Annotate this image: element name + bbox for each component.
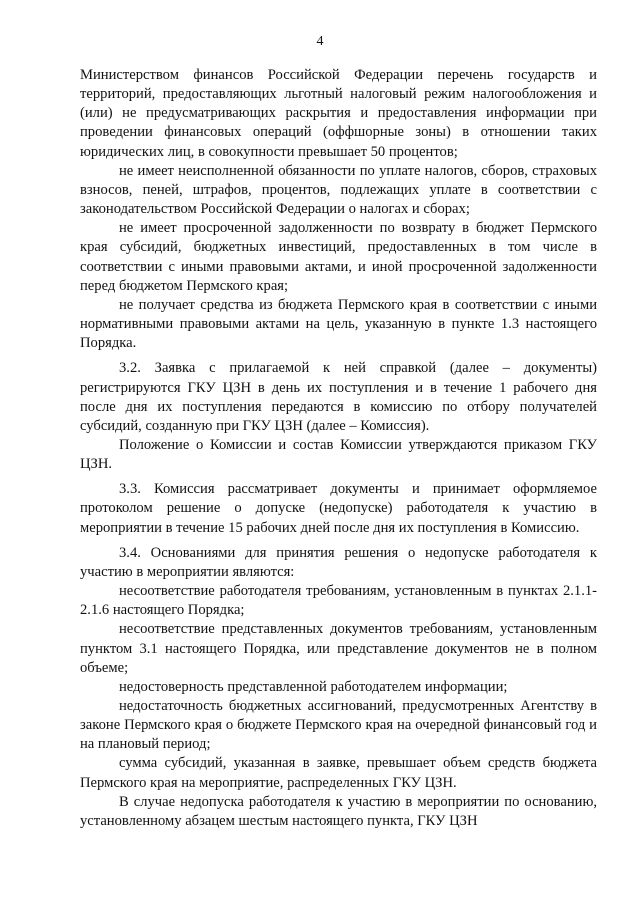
- paragraph: не имеет неисполненной обязанности по уплате налогов, сборов, страховых взносов, пеней, штрафов, процентов, подлежащих уплате в соответствии с законодательством Российской Федерации о налогах и сборах;: [80, 162, 597, 218]
- paragraph: недостаточность бюджетных ассигнований, предусмотренных Агентству в законе Пермского края о бюджете Пермского края на очередной финансовый год и на плановый период;: [80, 698, 597, 753]
- paragraph: В случае недопуска работодателя к участию в мероприятии по основанию, установленному абзацем шестым настоящего пункта, ГКУ ЦЗН: [80, 793, 597, 829]
- paragraph: недостоверность представленной работодателем информации;: [119, 678, 508, 695]
- paragraph: 3.2. Заявка с прилагаемой к ней справкой (далее – документы) регистрируются ГКУ ЦЗН в день их поступления и в течение 1 рабочего дня после дня их поступления передаются в комиссию по отбору получателей субсидий, созданную при ГКУ ЦЗН (далее – Комиссия).: [80, 360, 597, 434]
- paragraph: несоответствие представленных документов требованиям, установленным пунктом 3.1 настоящего Порядка, или представление документов не в полном объеме;: [80, 621, 597, 676]
- document-body: [80, 66, 597, 831]
- paragraph: не получает средства из бюджета Пермского края в соответствии с иными нормативными правовыми актами на цель, указанную в пункте 1.3 настоящего Порядка.: [80, 296, 597, 352]
- paragraph: не имеет просроченной задолженности по возврату в бюджет Пермского края субсидий, бюджетных инвестиций, предоставленных в том числе в соответствии с иными правовыми актами, и иной просроченной задолженности перед бюджетом Пермского края;: [80, 220, 597, 294]
- paragraph: сумма субсидий, указанная в заявке, превышает объем средств бюджета Пермского края на мероприятие, распределенных ГКУ ЦЗН.: [80, 755, 597, 791]
- page-number: 4: [316, 34, 324, 49]
- paragraph: 3.4. Основаниями для принятия решения о недопуске работодателя к участию в мероприятии являются:: [80, 544, 597, 580]
- paragraph: несоответствие работодателя требованиям, установленным в пунктах 2.1.1-2.1.6 настоящего Порядка;: [80, 583, 597, 619]
- paragraph: 3.3. Комиссия рассматривает документы и принимает оформляемое протоколом решение о допуске (недопуске) работодателя к участию в мероприятии в течение 15 рабочих дней после дня их поступления в Комиссию.: [80, 481, 597, 536]
- paragraph: Положение о Комиссии и состав Комиссии утверждаются приказом ГКУ ЦЗН.: [80, 436, 597, 473]
- paragraph: Министерством финансов Российской Федерации перечень государств и территорий, предоставляющих льготный налоговый режим налогообложения и (или) не предусматривающих раскрытия и предоставления информации при проведении финансовых операций (оффшорные зоны) в отношении таких юридических лиц, в совокупности превышает 50 процентов;: [80, 67, 597, 160]
